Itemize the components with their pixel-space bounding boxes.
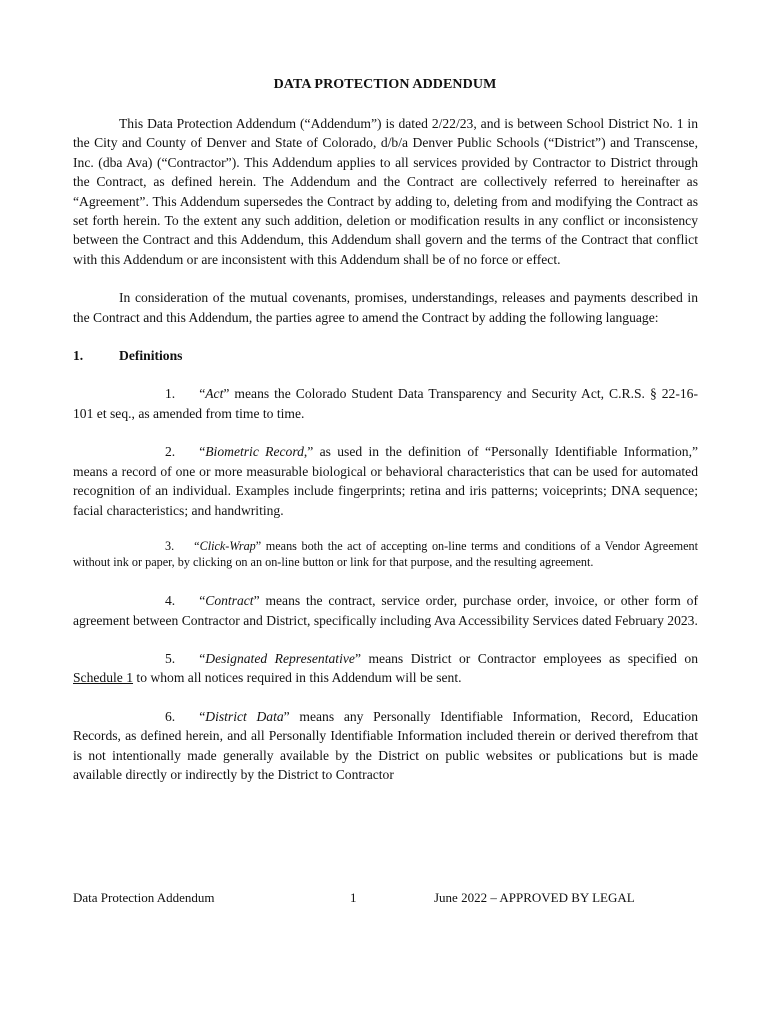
definition-term: Contract [205,593,254,609]
definition-text: as used in the definition of “Personally Identifiable Information,” means a record of one or more measurable biological or behavioral characteristics that can be used for automated recognition of an individual. Examples include fingerprints; retina and iris patterns; voiceprints; DNA sequence; facial characteristics; and handwriting. [73,444,698,518]
definition-term: Designated Representative [205,650,355,666]
footer-version: June 2022 – APPROVED BY LEGAL [434,890,635,905]
definition-term: Act [205,386,224,402]
definition-term: Biometric Record [205,444,304,460]
definition-text-tail: to whom all notices required in this Addendum will be sent. [133,670,462,686]
section-number: 1. [73,348,84,364]
definition-contract: 4. “Contract” means the contract, service order, purchase order, invoice, or other form of agreement between Contractor and District, specifically including Ava Accessibility Services dated February 2023. [73,593,698,628]
definition-text: means any Personally Identifiable Information, Record, Education Records, as defined herein, and all Personally Identifiable Information included therein or derived therefrom that is not intentionally made generally available by the District on public websites or publications but is made available directly or indirectly by the District to Contractor [73,708,699,782]
section-title: Definitions [119,348,183,364]
footer-page-number: 1 [350,890,357,905]
definition-designated-representative: 5. “Designated Representative” means District or Contractor employees as specified on Schedule 1 to whom all notices required in this Addendum will be sent. [73,650,698,686]
definition-biometric-record: 2. “Biometric Record,” as used in the definition of “Personally Identifiable Information,” means a record of one or more measurable biological or behavioral characteristics that can be used for automated recognition of an individual. Examples include fingerprints; retina and iris patterns; voiceprints; DNA sequence; facial characteristics; and handwriting. [73,444,698,518]
document-title: DATA PROTECTION ADDENDUM [273,77,497,92]
section-heading [73,346,698,365]
footer-document-name: Data Protection Addendum [73,890,215,905]
definition-text: means District or Contractor employees as specified on [360,650,698,666]
intro-paragraph: This Data Protection Addendum (“Addendum”) is dated 2/22/23, and is between School District No. 1 in the City and County of Denver and State of Colorado, d/b/a Denver Public Schools (“District”) and Transcense, Inc. (dba Ava) (“Contractor”). This Addendum applies to all services provided by Contractor to District through the Contract, as defined herein. The Addendum and the Contract are collectively referred to hereinafter as “Agreement”. This Addendum supersedes the Contract by adding to, deleting from and modifying the Contract as set forth herein. To the extent any such addition, deletion or modification results in any conflict or inconsistency between the Contract and this Addendum, this Addendum shall govern and the terms of the Contract that conflict with this Addendum or are inconsistent with this Addendum shall be of no force or effect. [73,116,698,267]
schedule-1-link: Schedule 1 [73,670,134,686]
page-footer [73,890,698,908]
definition-text: means both the act of accepting on-line terms and conditions of a Vendor Agreement without ink or paper, by clicking on an on-line button or link for that purpose, and the resulting agreement. [73,538,698,569]
definition-text: means the Colorado Student Data Transparency and Security Act, C.R.S. § 22-16-101 et seq., as amended from time to time. [73,386,698,421]
definition-district-data: 6. “District Data” means any Personally Identifiable Information, Record, Education Records, as defined herein, and all Personally Identifiable Information included therein or derived therefrom that is not intentionally made generally available by the District on public websites or publications but is made available directly or indirectly by the District to Contractor [73,708,699,782]
definition-number: 2. [165,444,176,460]
definition-number: 3. [165,538,175,553]
definition-number: 5. [165,650,176,666]
definition-number: 6. [165,708,176,724]
definition-act: 1. “Act” means the Colorado Student Data Transparency and Security Act, C.R.S. § 22-16-101 et seq., as amended from time to time. [73,386,698,421]
document-body [73,114,698,784]
definition-term: District Data [205,708,284,724]
definition-number: 1. [165,386,176,402]
definition-number: 4. [165,593,176,609]
definition-click-wrap: 3. “Click-Wrap” means both the act of accepting on-line terms and conditions of a Vendor Agreement without ink or paper, by clicking on an on-line button or link for that purpose, and the resulting agreement. [73,538,698,569]
definition-term: Click-Wrap [199,538,256,553]
consideration-paragraph: In consideration of the mutual covenants, promises, understandings, releases and payments described in the Contract and this Addendum, the parties agree to amend the Contract by adding the following language: [73,290,698,325]
definition-text: means the contract, service order, purchase order, invoice, or other form of agreement between Contractor and District, specifically including Ava Accessibility Services dated February 2023. [73,593,698,628]
